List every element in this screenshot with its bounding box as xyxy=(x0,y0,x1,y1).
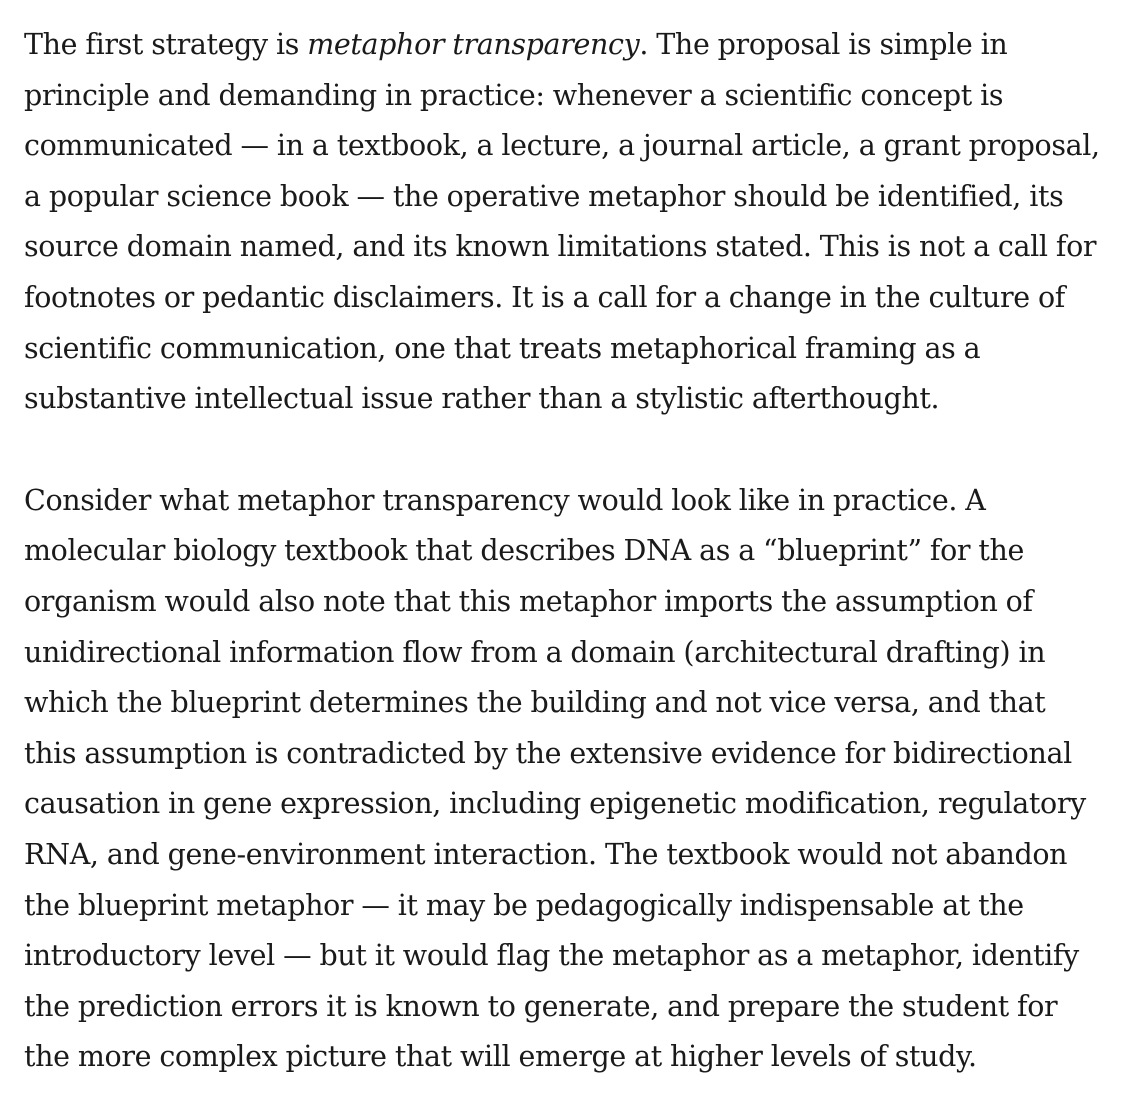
paragraph-metaphor-transparency-intro xyxy=(24,20,1104,425)
emphasized-term: metaphor transparency xyxy=(307,28,640,61)
paragraph-1-lead-text: The first strategy is xyxy=(24,28,308,61)
paragraph-1-body-text: . The proposal is simple in principle and demanding in practice: whenever a scientific concept is communicated — in a textbook, a lecture, a journal article, a grant proposal, a popular science book — the operative metaphor should be identified, its source domain named, and its known limitations stated. This is not a call for footnotes or pedantic disclaimers. It is a call for a change in the culture of scientific communication, one that treats metaphorical framing as a substantive intellectual issue rather than a stylistic afterthought. xyxy=(24,28,1100,416)
paragraph-practice-example: Consider what metaphor transparency would look like in practice. A molecular biology textbook that describes DNA as a “blueprint” for the organism would also note that this metaphor imports the assumption of unidirectional information flow from a domain (architectural drafting) in which the blueprint determines the building and not vice versa, and that this assumption is contradicted by the extensive evidence for bidirectional causation in gene expression, including epigenetic modification, regulatory RNA, and gene-environment interaction. The textbook would not abandon the blueprint metaphor — it may be pedagogically indispensable at the introductory level — but it would flag the metaphor as a metaphor, identify the prediction errors it is known to generate, and prepare the student for the more complex picture that will emerge at higher levels of study. xyxy=(24,483,1086,1074)
article-body xyxy=(24,20,1104,1083)
